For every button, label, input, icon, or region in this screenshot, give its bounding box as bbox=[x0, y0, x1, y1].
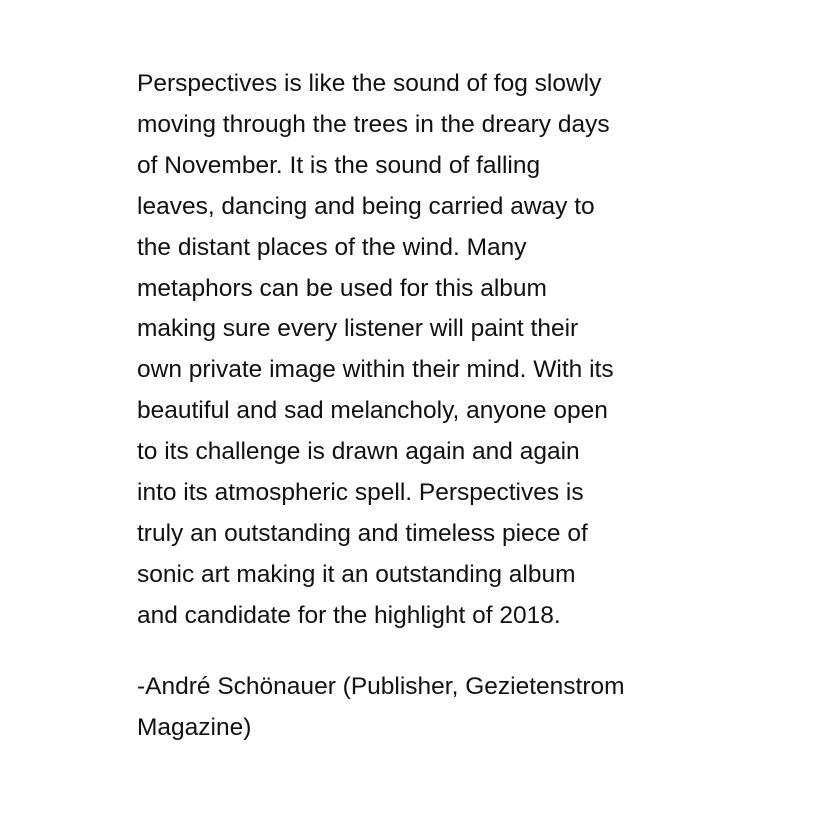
quote-line: and candidate for the highlight of 2018. bbox=[137, 601, 561, 629]
quote-line: making sure every listener will paint their bbox=[137, 315, 579, 343]
quote-line: to its challenge is drawn again and again bbox=[137, 438, 580, 466]
quote-line: the distant places of the wind. Many bbox=[137, 233, 527, 261]
quote-line: of November. It is the sound of falling bbox=[137, 151, 541, 179]
quote-text bbox=[137, 64, 717, 637]
quote-line: metaphors can be used for this album bbox=[137, 274, 547, 302]
quote-line: into its atmospheric spell. Perspectives is bbox=[137, 479, 584, 507]
quote-line: sonic art making it an outstanding album bbox=[137, 560, 576, 588]
quote-line: own private image within their mind. With its bbox=[137, 356, 614, 384]
quote-line: moving through the trees in the dreary days bbox=[137, 110, 610, 138]
quote-line: Perspectives is like the sound of fog slowly bbox=[137, 70, 602, 97]
quote-line: beautiful and sad melancholy, anyone open bbox=[137, 397, 608, 425]
quote-attribution bbox=[137, 667, 737, 749]
quote-line: truly an outstanding and timeless piece of bbox=[137, 519, 588, 547]
quote-line: leaves, dancing and being carried away to bbox=[137, 192, 595, 220]
attribution-line: -André Schönauer (Publisher, Gezietenstrom bbox=[137, 673, 625, 700]
attribution-line: Magazine) bbox=[137, 713, 252, 741]
